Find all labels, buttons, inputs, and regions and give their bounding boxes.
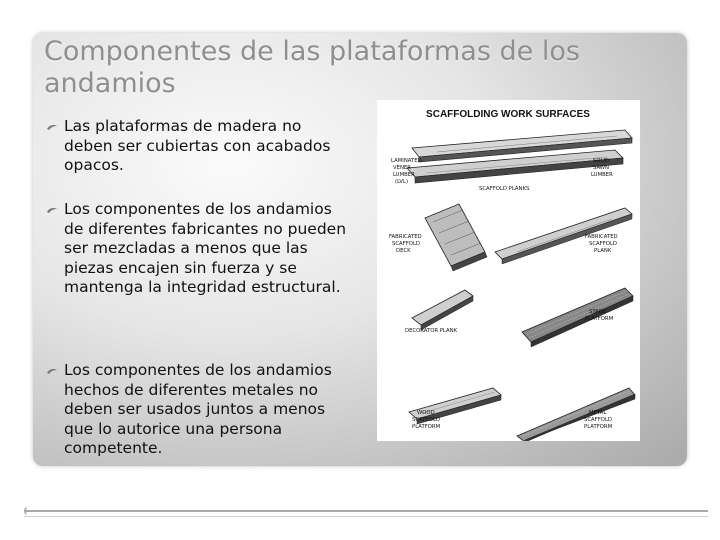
figure-label: FABRICATED: [389, 234, 422, 240]
figure-label: SCAFFOLD: [589, 241, 617, 247]
figure-label: DECORATOR PLANK: [405, 328, 458, 334]
figure-label: LAMINATED: [391, 158, 422, 164]
figure-label: SCAFFOLD: [584, 417, 612, 423]
scaffolding-figure: [377, 100, 640, 441]
fabricated-deck-drawing: [425, 204, 487, 271]
bullet-item: [44, 200, 354, 298]
figure-label: VENER: [393, 165, 411, 171]
curled-leaf-bullet-icon: [45, 361, 59, 380]
figure-title: SCAFFOLDING WORK SURFACES: [426, 109, 590, 120]
figure-label: PLATFORM: [412, 424, 441, 430]
figure-label: PLATFORM: [585, 316, 614, 322]
scaffolding-illustration: [377, 100, 640, 441]
curled-leaf-bullet-icon: [45, 117, 59, 136]
bottom-divider-curl: [24, 507, 32, 515]
figure-label: LUMBER: [393, 172, 415, 178]
decorator-plank-drawing: [412, 290, 473, 330]
figure-label: SAWN: [593, 165, 609, 171]
slide-title: Componentes de las plataformas de los andamios: [44, 36, 580, 99]
figure-label: FABRICATED: [585, 234, 618, 240]
figure-label: SOLID: [593, 158, 610, 164]
bottom-divider: [24, 510, 708, 517]
figure-label: SCAFFOLD: [412, 417, 440, 423]
bullet-item: [44, 117, 354, 176]
bullet-text: Los componentes de los andamios hechos de diferentes metales no deben ser usados juntos a menos que lo autorice una persona competente.: [64, 361, 332, 457]
figure-label: METAL: [589, 410, 607, 416]
figure-label: SCAFFOLD PLANKS: [479, 186, 530, 192]
figure-label: PLATFORM: [584, 424, 613, 430]
figure-label: PLANK: [594, 248, 612, 254]
bullet-text: Los componentes de los andamios de diferentes fabricantes no pueden ser mezcladas a menos que las piezas encajen sin fuerza y se mantenga la integridad estructural.: [64, 200, 347, 296]
figure-label: (LVL): [395, 179, 409, 185]
stage-platform-drawing: [522, 288, 633, 347]
figure-label: DECK: [396, 248, 411, 254]
bullet-text: Las plataformas de madera no deben ser cubiertas con acabados opacos.: [64, 117, 331, 174]
figure-label: WOOD: [417, 410, 435, 416]
figure-label: SCAFFOLD: [392, 241, 420, 247]
figure-label: LUMBER: [591, 172, 613, 178]
figure-label: STAGE: [589, 309, 607, 315]
curled-leaf-bullet-icon: [45, 200, 59, 219]
metal-platform-drawing: [517, 388, 635, 441]
bullet-item: [44, 361, 354, 459]
